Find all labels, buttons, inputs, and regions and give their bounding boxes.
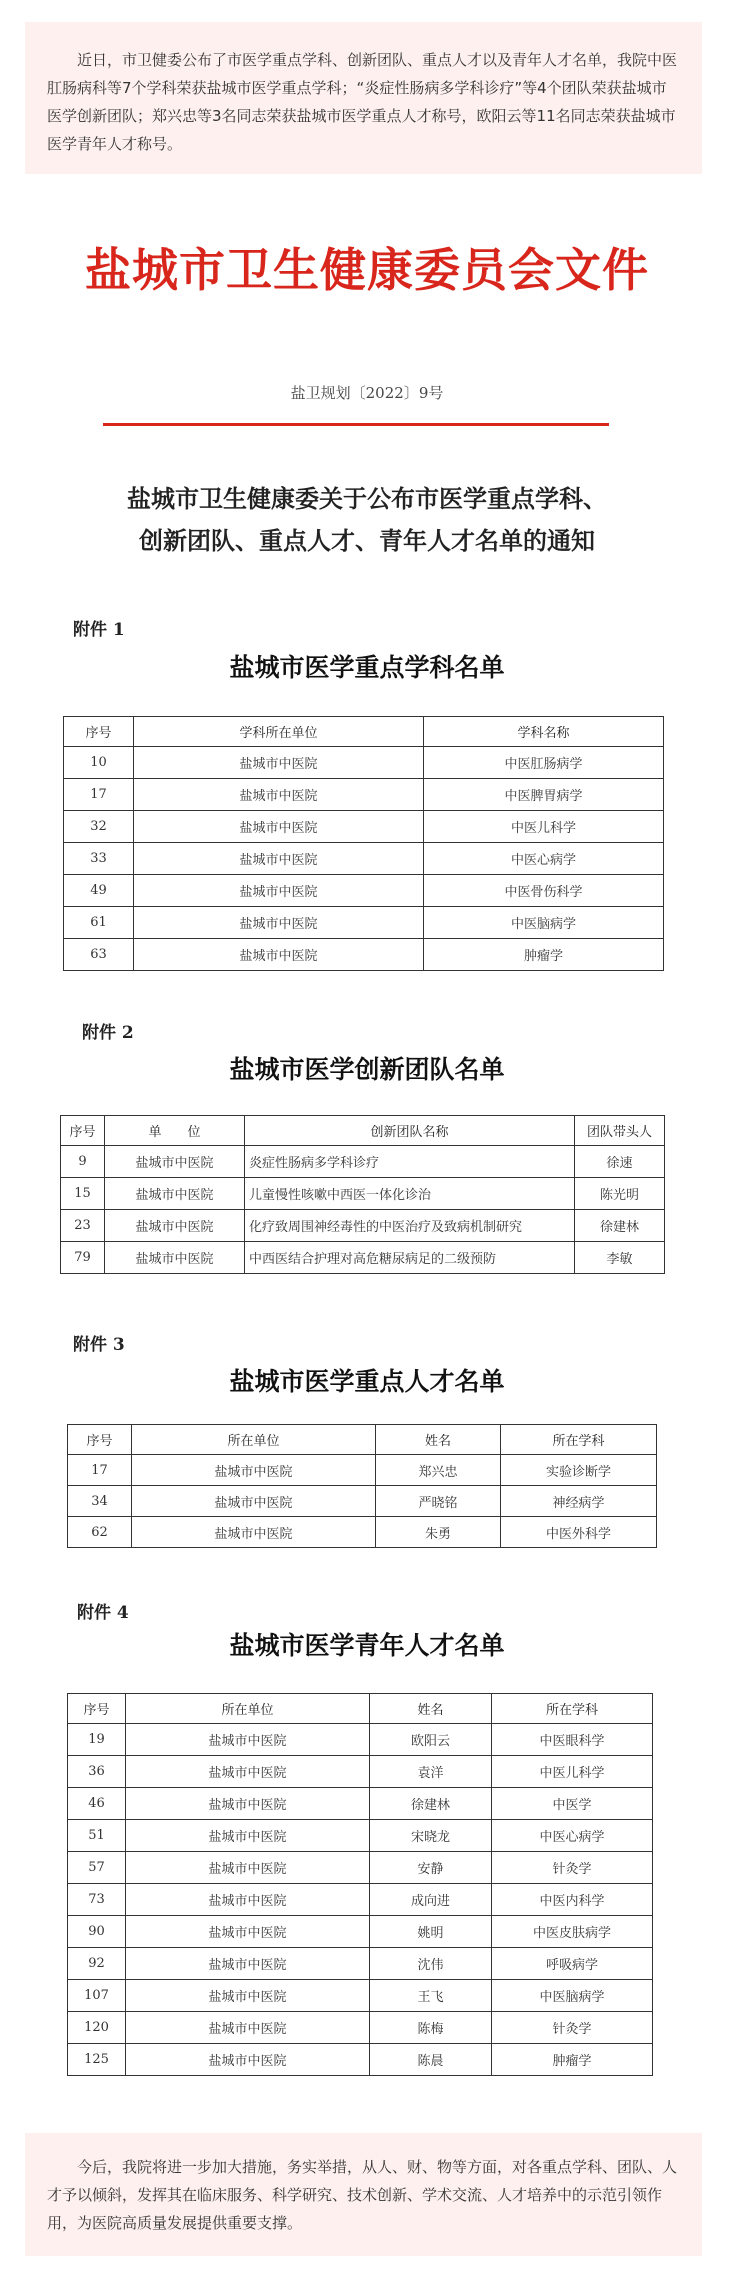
table-header-cell: 所在学科 xyxy=(492,1694,653,1724)
table-cell: 10 xyxy=(64,747,134,779)
table-header-cell: 所在单位 xyxy=(126,1694,370,1724)
table-cell: 针灸学 xyxy=(492,1852,653,1884)
table-cell: 实验诊断学 xyxy=(501,1455,657,1486)
table-cell: 中医眼科学 xyxy=(492,1724,653,1756)
notice-title-line-2: 创新团队、重点人才、青年人才名单的通知 xyxy=(139,526,595,555)
key-disciplines-table xyxy=(63,716,664,971)
table-cell: 34 xyxy=(68,1486,132,1517)
table-row xyxy=(68,1948,653,1980)
attachment-3-label: 附件 3 xyxy=(73,1335,125,1355)
table-cell: 盐城市中医院 xyxy=(134,843,424,875)
table-cell: 朱勇 xyxy=(376,1517,501,1548)
table-cell: 盐城市中医院 xyxy=(134,747,424,779)
table-row xyxy=(68,1884,653,1916)
table-cell: 23 xyxy=(61,1210,105,1242)
document-number: 盐卫规划〔2022〕9号 xyxy=(290,384,444,402)
table-row xyxy=(64,939,664,971)
table-cell: 90 xyxy=(68,1916,126,1948)
table-cell: 盐城市中医院 xyxy=(126,1884,370,1916)
table-cell: 盐城市中医院 xyxy=(105,1146,245,1178)
document-org-title: 盐城市卫生健康委员会文件 xyxy=(85,243,649,297)
table-cell: 化疗致周围神经毒性的中医治疗及致病机制研究 xyxy=(245,1210,575,1242)
table-row xyxy=(68,2012,653,2044)
table-cell: 中医骨伤科学 xyxy=(424,875,664,907)
table-header-cell: 创新团队名称 xyxy=(245,1116,575,1146)
table-header-cell: 序号 xyxy=(61,1116,105,1146)
table-row xyxy=(68,2044,653,2076)
table-cell: 徐速 xyxy=(575,1146,665,1178)
young-talents-table xyxy=(67,1693,653,2076)
table-cell: 中医儿科学 xyxy=(424,811,664,843)
red-divider xyxy=(103,423,609,426)
table-cell: 沈伟 xyxy=(370,1948,492,1980)
table-cell: 盐城市中医院 xyxy=(132,1486,376,1517)
table-cell: 盐城市中医院 xyxy=(105,1210,245,1242)
table-cell: 徐建林 xyxy=(370,1788,492,1820)
table-cell: 中医学 xyxy=(492,1788,653,1820)
table-header-cell: 序号 xyxy=(64,717,134,747)
table-row xyxy=(64,779,664,811)
table-cell: 15 xyxy=(61,1178,105,1210)
table-row xyxy=(64,843,664,875)
table-cell: 79 xyxy=(61,1242,105,1274)
table-cell: 呼吸病学 xyxy=(492,1948,653,1980)
table-cell: 陈梅 xyxy=(370,2012,492,2044)
table-header-cell: 单 位 xyxy=(105,1116,245,1146)
table-cell: 盐城市中医院 xyxy=(126,1724,370,1756)
table-cell: 陈晨 xyxy=(370,2044,492,2076)
table-cell: 63 xyxy=(64,939,134,971)
table-cell: 盐城市中医院 xyxy=(134,875,424,907)
notice-title xyxy=(0,478,734,562)
table-cell: 73 xyxy=(68,1884,126,1916)
attachment-2-label: 附件 2 xyxy=(82,1023,134,1043)
table-cell: 盐城市中医院 xyxy=(132,1455,376,1486)
table-cell: 成向进 xyxy=(370,1884,492,1916)
table-cell: 炎症性肠病多学科诊疗 xyxy=(245,1146,575,1178)
outro-paragraph: 今后，我院将进一步加大措施，务实举措，从人、财、物等方面，对各重点学科、团队、人才予以倾斜，发挥其在临床服务、科学研究、技术创新、学术交流、人才培养中的示范引领作用，为医院高质量发展提供重要支撑。 xyxy=(25,2133,702,2256)
intro-paragraph: 近日，市卫健委公布了市医学重点学科、创新团队、重点人才以及青年人才名单，我院中医肛肠病科等7个学科荣获盐城市医学重点学科；“炎症性肠病多学科诊疗”等4个团队荣获盐城市医学创新团队；郑兴忠等3名同志荣获盐城市医学重点人才称号，欧阳云等11名同志荣获盐城市医学青年人才称号。 xyxy=(25,22,702,174)
table-row xyxy=(68,1980,653,2012)
table-row xyxy=(61,1178,665,1210)
table-cell: 57 xyxy=(68,1852,126,1884)
table-cell: 19 xyxy=(68,1724,126,1756)
table-cell: 盐城市中医院 xyxy=(126,1756,370,1788)
table-cell: 中医肛肠病学 xyxy=(424,747,664,779)
table-cell: 中医脾胃病学 xyxy=(424,779,664,811)
table-cell: 盐城市中医院 xyxy=(126,1948,370,1980)
table-row xyxy=(64,811,664,843)
table-row xyxy=(64,875,664,907)
table-cell: 49 xyxy=(64,875,134,907)
table-cell: 36 xyxy=(68,1756,126,1788)
table-cell: 盐城市中医院 xyxy=(134,907,424,939)
table-cell: 严晓铭 xyxy=(376,1486,501,1517)
table-cell: 儿童慢性咳嗽中西医一体化诊治 xyxy=(245,1178,575,1210)
attachment-4-title: 盐城市医学青年人才名单 xyxy=(229,1631,505,1660)
table-cell: 安静 xyxy=(370,1852,492,1884)
table-cell: 46 xyxy=(68,1788,126,1820)
table-header-cell: 姓名 xyxy=(376,1425,501,1455)
table-cell: 17 xyxy=(68,1455,132,1486)
table-cell: 9 xyxy=(61,1146,105,1178)
table-row xyxy=(61,1146,665,1178)
table-cell: 120 xyxy=(68,2012,126,2044)
table-cell: 姚明 xyxy=(370,1916,492,1948)
key-talents-table xyxy=(67,1424,657,1548)
table-cell: 盐城市中医院 xyxy=(132,1517,376,1548)
table-header-cell: 所在单位 xyxy=(132,1425,376,1455)
table-cell: 盐城市中医院 xyxy=(126,1980,370,2012)
attachment-4-label: 附件 4 xyxy=(77,1603,129,1623)
table-cell: 肿瘤学 xyxy=(424,939,664,971)
table-cell: 盐城市中医院 xyxy=(126,2044,370,2076)
table-cell: 盐城市中医院 xyxy=(105,1242,245,1274)
table-cell: 中医儿科学 xyxy=(492,1756,653,1788)
table-row xyxy=(61,1210,665,1242)
table-cell: 针灸学 xyxy=(492,2012,653,2044)
table-cell: 盐城市中医院 xyxy=(134,811,424,843)
table-cell: 徐建林 xyxy=(575,1210,665,1242)
table-cell: 盐城市中医院 xyxy=(126,1788,370,1820)
table-cell: 中医心病学 xyxy=(424,843,664,875)
table-cell: 92 xyxy=(68,1948,126,1980)
table-row xyxy=(68,1820,653,1852)
table-header-cell: 团队带头人 xyxy=(575,1116,665,1146)
table-header-cell: 学科所在单位 xyxy=(134,717,424,747)
table-cell: 肿瘤学 xyxy=(492,2044,653,2076)
table-row xyxy=(68,1852,653,1884)
table-row xyxy=(64,747,664,779)
notice-title-line-1: 盐城市卫生健康委关于公布市医学重点学科、 xyxy=(127,484,607,513)
table-row xyxy=(68,1788,653,1820)
table-cell: 中医脑病学 xyxy=(424,907,664,939)
table-cell: 盐城市中医院 xyxy=(126,2012,370,2044)
table-cell: 盐城市中医院 xyxy=(126,1820,370,1852)
table-cell: 袁洋 xyxy=(370,1756,492,1788)
table-cell: 神经病学 xyxy=(501,1486,657,1517)
attachment-1-label: 附件 1 xyxy=(73,620,125,640)
table-cell: 郑兴忠 xyxy=(376,1455,501,1486)
attachment-1-title: 盐城市医学重点学科名单 xyxy=(229,653,505,682)
attachment-3-title: 盐城市医学重点人才名单 xyxy=(229,1367,505,1396)
table-cell: 中医皮肤病学 xyxy=(492,1916,653,1948)
table-row xyxy=(68,1724,653,1756)
table-cell: 盐城市中医院 xyxy=(126,1916,370,1948)
table-row xyxy=(61,1242,665,1274)
table-cell: 王飞 xyxy=(370,1980,492,2012)
table-cell: 李敏 xyxy=(575,1242,665,1274)
table-cell: 32 xyxy=(64,811,134,843)
table-cell: 33 xyxy=(64,843,134,875)
table-header-cell: 姓名 xyxy=(370,1694,492,1724)
table-header-cell: 序号 xyxy=(68,1425,132,1455)
table-row xyxy=(68,1756,653,1788)
table-cell: 盐城市中医院 xyxy=(134,779,424,811)
innovation-teams-table xyxy=(60,1115,665,1274)
table-cell: 盐城市中医院 xyxy=(126,1852,370,1884)
table-cell: 盐城市中医院 xyxy=(134,939,424,971)
table-header-cell: 所在学科 xyxy=(501,1425,657,1455)
table-cell: 宋晓龙 xyxy=(370,1820,492,1852)
table-cell: 中西医结合护理对高危糖尿病足的二级预防 xyxy=(245,1242,575,1274)
table-row xyxy=(68,1455,657,1486)
table-cell: 107 xyxy=(68,1980,126,2012)
table-cell: 中医外科学 xyxy=(501,1517,657,1548)
table-header-cell: 学科名称 xyxy=(424,717,664,747)
table-header-cell: 序号 xyxy=(68,1694,126,1724)
table-cell: 中医心病学 xyxy=(492,1820,653,1852)
attachment-2-title: 盐城市医学创新团队名单 xyxy=(229,1055,505,1084)
table-cell: 51 xyxy=(68,1820,126,1852)
table-cell: 陈光明 xyxy=(575,1178,665,1210)
table-row xyxy=(64,907,664,939)
table-cell: 中医内科学 xyxy=(492,1884,653,1916)
table-row xyxy=(68,1517,657,1548)
table-cell: 中医脑病学 xyxy=(492,1980,653,2012)
table-cell: 62 xyxy=(68,1517,132,1548)
table-cell: 欧阳云 xyxy=(370,1724,492,1756)
table-cell: 17 xyxy=(64,779,134,811)
table-cell: 125 xyxy=(68,2044,126,2076)
table-row xyxy=(68,1916,653,1948)
table-row xyxy=(68,1486,657,1517)
table-cell: 61 xyxy=(64,907,134,939)
table-cell: 盐城市中医院 xyxy=(105,1178,245,1210)
